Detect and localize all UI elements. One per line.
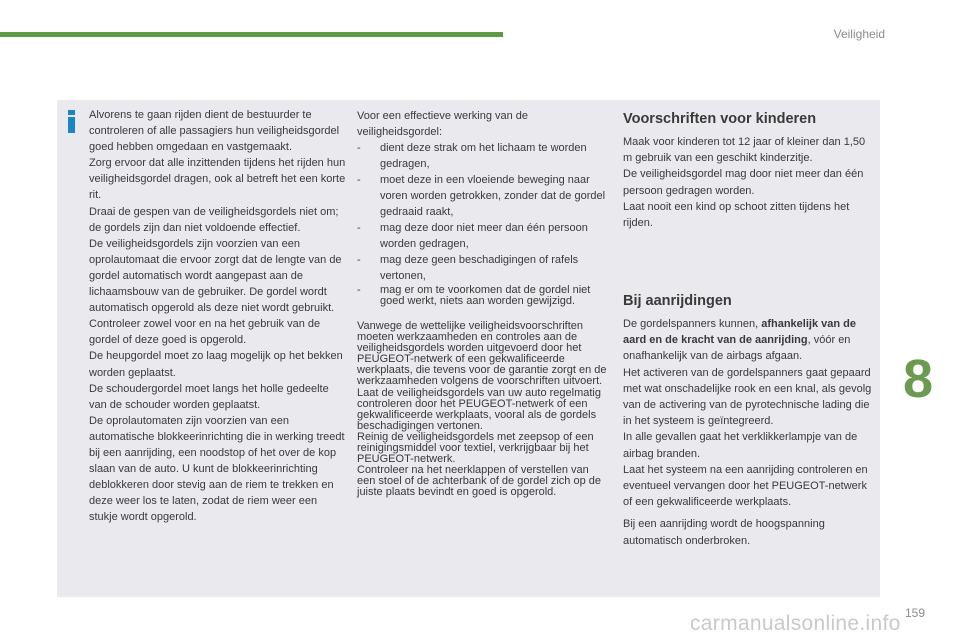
- maintenance-paragraph: Reinig de veiligheidsgordels met zeepsop of een reinigingsmiddel voor textiel, verkrijgbaar bij het PEUGEOT-netwerk.: [357, 430, 594, 466]
- maintenance-notes: [357, 321, 609, 499]
- info-icon: [65, 110, 78, 133]
- children-section: [623, 110, 873, 231]
- list-item: - mag er om te voorkomen dat de gordel niet goed werkt, niets aan worden gewijzigd.: [357, 285, 609, 307]
- emphasis-text: afhankelijk van de aard en de kracht van de aanrijding: [623, 318, 856, 347]
- maintenance-paragraph: Vanwege de wettelijke veiligheidsvoorschriften moeten werkzaamheden en controles aan de veiligheidsgordels worden uitgevoerd door het PEUGEOT-netwerk of een gekwalificeerde werkplaats, die tevens voor de garantie zorgt en de werkzaamheden volgens de voorschriften uitvoert.: [357, 320, 607, 388]
- usage-list: [357, 140, 609, 307]
- collisions-paragraph: Laat het systeem na een aanrijding controleren en eventueel vervangen door het PEUGEOT-netwerk of een gekwalificeerde werkplaats.: [623, 463, 868, 509]
- children-paragraph: Maak voor kinderen tot 12 jaar of kleiner dan 1,50 m gebruik van een geschikt kinderzitje.: [623, 136, 866, 165]
- children-heading: Voorschriften voor kinderen: [623, 111, 817, 127]
- collisions-paragraph: In alle gevallen gaat het verklikkerlampje van de airbag branden.: [623, 431, 858, 460]
- page-number: 159: [905, 606, 926, 620]
- info-box: [57, 100, 352, 597]
- children-paragraph: De veiligheidsgordel mag door niet meer dan één persoon gedragen worden.: [623, 168, 864, 197]
- info-paragraph: De schoudergordel moet langs het holle gedeelte van de schouder worden geplaatst.: [89, 382, 329, 411]
- chapter-number: 8: [903, 349, 934, 409]
- collisions-paragraph: De gordelspanners kunnen, afhankelijk van de aard en de kracht van de aanrijding, vóór en onafhankelijk van de airbags afgaan.: [623, 318, 856, 363]
- collisions-heading: Bij aanrijdingen: [623, 293, 732, 309]
- info-paragraph: Alvorens te gaan rijden dient de bestuurder te controleren of alle passagiers hun veiligheidsgordel goed hebben omgedaan en vastgemaakt.: [89, 109, 340, 154]
- info-paragraph: De heupgordel moet zo laag mogelijk op het bekken worden geplaatst.: [89, 350, 343, 379]
- watermark: carmanualsonline.info: [690, 612, 901, 635]
- maintenance-paragraph: Laat de veiligheidsgordels van uw auto regelmatig controleren door het PEUGEOT-netwerk of een gekwalificeerde werkplaats, vooral als de gordels beschadigingen vertonen.: [357, 386, 601, 432]
- usage-intro: Voor een effectieve werking van de veiligheidsgordel:: [357, 110, 529, 138]
- info-paragraph: De oprolautomaten zijn voorzien van een automatische blokkeerinrichting die in werking treedt bij een aanrijding, een noodstop of het over de kop slaan van de auto. U kunt de blokkeerinrichting deblokkeren door stevig aan de riem te trekken en deze weer los te laten, zodat de riem weer een stukje wordt opgerold.: [89, 414, 345, 524]
- list-item: - mag deze geen beschadigingen of rafels vertonen,: [357, 252, 609, 284]
- maintenance-paragraph: Controleer na het neerklappen of verstellen van een stoel of de achterbank of de gordel zich op de juiste plaats bevindt en goed is opgerold.: [357, 464, 602, 499]
- list-item: - mag deze door niet meer dan één persoon worden gedragen,: [357, 220, 609, 252]
- header-accent-bar: [0, 32, 503, 37]
- info-paragraph: De veiligheidsgordels zijn voorzien van een oprolautomaat die ervoor zorgt dat de lengte van de gordel automatisch wordt aangepast aan de lichaamsbouw van de gebruiker. De gordel wordt automatisch opgerold als deze niet wordt gebruikt.: [89, 237, 342, 315]
- info-paragraph: Controleer zowel voor en na het gebruik van de gordel of deze goed is opgerold.: [89, 318, 321, 347]
- collisions-section: [623, 292, 873, 549]
- info-paragraph: Zorg ervoor dat alle inzittenden tijdens het rijden hun veiligheidsgordel dragen, ook al betreft het een korte rit.: [89, 157, 346, 202]
- children-paragraph: Laat nooit een kind op schoot zitten tijdens het rijden.: [623, 200, 850, 230]
- info-box-text: [89, 107, 347, 525]
- collisions-paragraph: Het activeren van de gordelspanners gaat gepaard met wat onschadelijke rook en een knal, als gevolg van de activering van de pyrotechnische lading die in het systeem is geïntegreerd.: [623, 366, 872, 428]
- list-item: - dient deze strak om het lichaam te worden gedragen,: [357, 140, 609, 172]
- collisions-paragraph: Bij een aanrijding wordt de hoogspanning automatisch onderbroken.: [623, 518, 825, 547]
- section-title: Veiligheid: [833, 27, 885, 41]
- right-panel: [613, 100, 880, 597]
- info-paragraph: Draai de gespen van de veiligheidsgordels niet om; de gordels zijn dan niet voldoende effectief.: [89, 205, 339, 234]
- list-item: - moet deze in een vloeiende beweging naar voren worden getrokken, zonder dat de gordel gedraaid raakt,: [357, 172, 609, 220]
- seatbelt-usage-panel: [352, 100, 613, 597]
